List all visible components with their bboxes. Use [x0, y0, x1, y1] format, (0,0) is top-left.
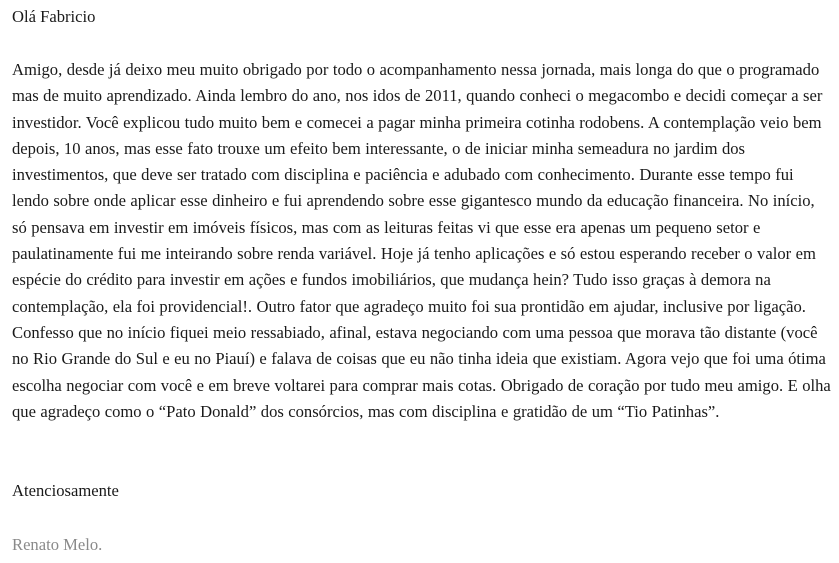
letter-greeting: Olá Fabricio: [12, 7, 96, 26]
letter-closing: Atenciosamente: [12, 481, 119, 500]
letter-signature: Renato Melo.: [12, 535, 103, 554]
letter-body: Amigo, desde já deixo meu muito obrigado por todo o acompanhamento nessa jornada, mais longa do que o programado mas de muito aprendizado. Ainda lembro do ano, nos idos de 2011, quando conheci o megacombo e decidi começar a ser investidor. Você explicou tudo muito bem e comecei a pagar minha primeira cotinha rodobens. A contemplação veio bem depois, 10 anos, mas esse fato trouxe um efeito bem interessante, o de iniciar minha semeadura no jardim dos investimentos, que deve ser tratado com disciplina e paciência e adubado com conhecimento. Durante esse tempo fui lendo sobre onde aplicar esse dinheiro e fui aprendendo sobre esse gigantesco mundo da educação financeira. No início, só pensava em investir em imóveis físicos, mas com as leituras feitas vi que esse era apenas um pequeno setor e paulatinamente fui me inteirando sobre renda variável. Hoje já tenho aplicações e só estou esperando receber o valor em espécie do crédito para investir em ações e fundos imobiliários, que mudança hein? Tudo isso graças à demora na contemplação, ela foi providencial!. Outro fator que agradeço muito foi sua prontidão em ajudar, inclusive por ligação. Confesso que no início fiquei meio ressabiado, afinal, estava negociando com uma pessoa que morava tão distante (você no Rio Grande do Sul e eu no Piauí) e falava de coisas que eu não tinha ideia que existiam. Agora vejo que foi uma ótima escolha negociar com você e em breve voltarei para comprar mais cotas. Obrigado de coração por tudo meu amigo. E olha que agradeço como o “Pato Donald” dos consórcios, mas com disciplina e gratidão de um “Tio Patinhas”.: [12, 60, 831, 421]
